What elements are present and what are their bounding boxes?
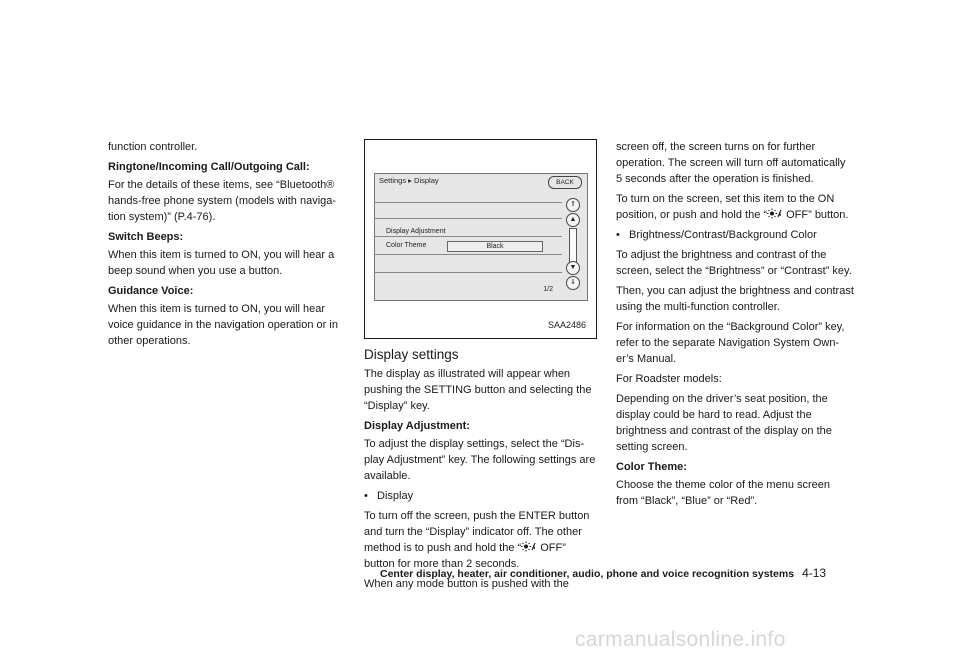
paragraph: Choose the theme color of the menu screen from “Black”, “Blue” or “Red”.	[616, 479, 831, 507]
text: OFF” button for more than 2 seconds.	[364, 542, 566, 570]
divider	[374, 254, 562, 255]
divider	[374, 202, 562, 203]
heading-display-adjustment: Display Adjustment:	[364, 420, 470, 432]
divider	[374, 236, 562, 237]
paragraph: For the details of these items, see “Bluetooth® hands-free phone system (models with naviga-tion system)” (P.4-76).	[108, 179, 337, 223]
heading-color-theme: Color Theme:	[616, 461, 687, 473]
scroll-down-icon: ⇓	[566, 276, 580, 290]
section-heading: Display settings	[364, 347, 459, 362]
paragraph: function controller.	[108, 141, 198, 153]
scroll-up-icon: ⇑	[566, 198, 580, 212]
up-icon: ▲	[566, 213, 580, 227]
bullet-text: Display	[377, 490, 414, 502]
text: OFF” button.	[783, 209, 849, 221]
text: To turn off the screen, push the ENTER button and turn the “Display” indicator off. The other method is to push and hold the “	[364, 510, 590, 554]
bullet-text: Brightness/Contrast/Background Color	[629, 229, 817, 241]
paragraph: When any mode button is pushed with the	[364, 578, 569, 590]
divider	[374, 218, 562, 219]
text: To turn on the screen, set this item to the ON position, or push and hold the “	[616, 193, 835, 221]
paragraph: To adjust the display settings, select the “Dis-play Adjustment” key. The following settings are available.	[364, 438, 596, 482]
brightness-off-icon	[767, 208, 783, 219]
column-middle	[364, 346, 598, 596]
list-item-color-theme: Color Theme	[386, 242, 427, 249]
heading-guidance-voice: Guidance Voice:	[108, 285, 194, 297]
page-footer	[380, 566, 870, 580]
page-indicator: 1/2	[543, 286, 553, 293]
brightness-off-icon	[521, 541, 537, 552]
divider	[374, 272, 562, 273]
bullet-item: • Display	[364, 490, 414, 502]
column-right	[616, 139, 854, 513]
page-number: 4-13	[802, 566, 827, 580]
paragraph: screen off, the screen turns on for further operation. The screen will turn off automatically 5 seconds after the operation is finished.	[616, 141, 846, 185]
paragraph: For Roadster models:	[616, 373, 722, 385]
paragraph	[616, 191, 854, 223]
heading-switch-beeps: Switch Beeps:	[108, 231, 184, 243]
paragraph: For information on the “Background Color” key, refer to the separate Navigation System Own-er’s Manual.	[616, 321, 845, 365]
color-theme-value: Black	[447, 241, 543, 252]
display-settings-figure	[364, 139, 597, 339]
section-title: Center display, heater, air conditioner, audio, phone and voice recognition systems	[380, 568, 795, 580]
down-icon: ▼	[566, 261, 580, 275]
heading-ringtone: Ringtone/Incoming Call/Outgoing Call:	[108, 161, 310, 173]
watermark: carmanualsonline.info	[575, 628, 786, 651]
figure-caption: SAA2486	[547, 320, 586, 330]
list-item-display-adjustment: Display Adjustment	[386, 228, 446, 235]
breadcrumb: Settings ▸ Display	[379, 176, 439, 185]
paragraph	[364, 508, 598, 572]
paragraph: When this item is turned to ON, you will hear voice guidance in the navigation operation or in other operations.	[108, 303, 338, 347]
paragraph: To adjust the brightness and contrast of the screen, select the “Brightness” or “Contrast” key.	[616, 249, 852, 277]
back-button: BACK	[548, 176, 582, 189]
bullet-item: • Brightness/Contrast/Background Color	[616, 229, 817, 241]
paragraph: Depending on the driver’s seat position, the display could be hard to read. Adjust the brightness and contrast of the display on the setting screen.	[616, 393, 832, 453]
column-left	[108, 139, 348, 353]
paragraph: The display as illustrated will appear when pushing the SETTING button and selecting the “Display” key.	[364, 368, 592, 412]
paragraph: When this item is turned to ON, you will hear a beep sound when you use a button.	[108, 249, 335, 277]
paragraph: Then, you can adjust the brightness and contrast using the multi-function controller.	[616, 285, 854, 313]
